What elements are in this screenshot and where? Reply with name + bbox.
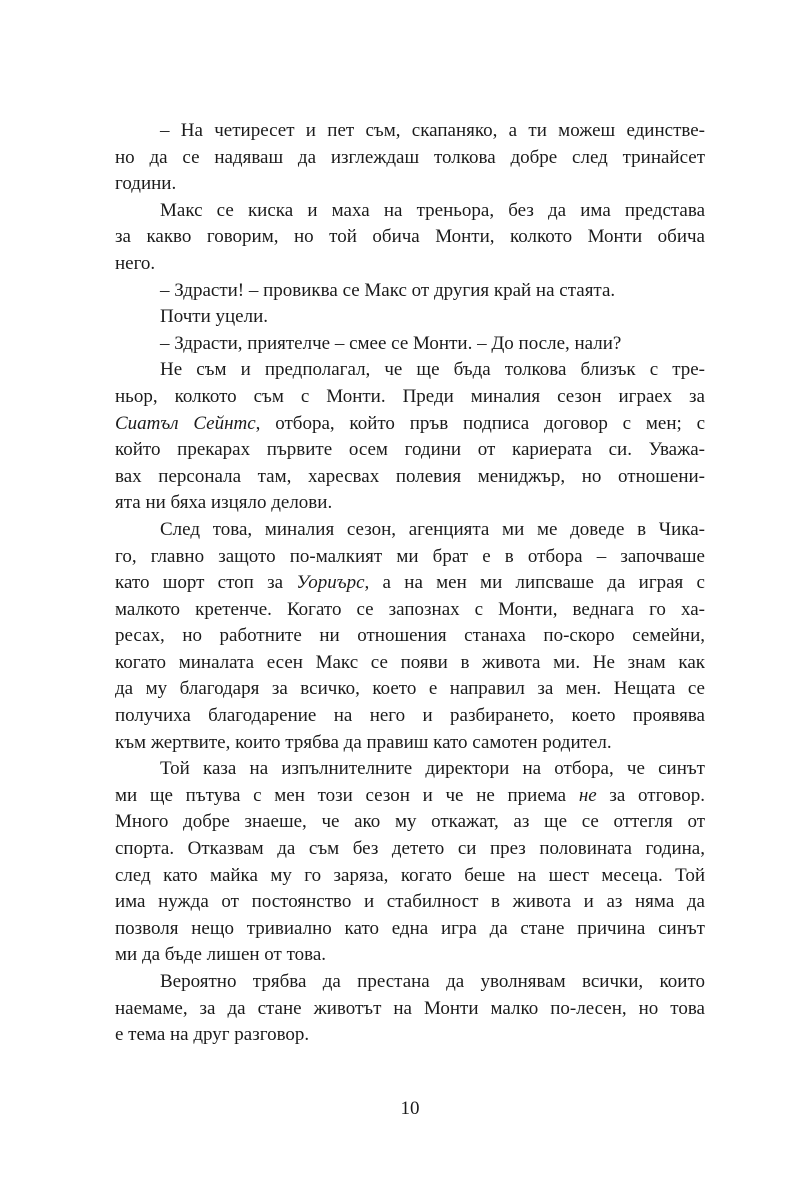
text-run: но да се надяваш да изглеждаш толкова добре след тринайсет (115, 146, 705, 168)
text-run: малкото кретенче. Когато се запознах с Монти, веднага го ха- (115, 598, 705, 620)
italic-text-run: Уориърс (296, 572, 365, 594)
text-line (115, 916, 705, 943)
text-run: Не съм и предполагал, че ще бъда толкова близък с тре- (160, 359, 705, 381)
text-run: когато миналата есен Макс се появи в живота ми. Не знам как (115, 651, 705, 673)
paragraph (115, 198, 705, 278)
text-line (115, 836, 705, 863)
text-line (115, 278, 705, 305)
text-run: – Здрасти, приятелче – смее се Монти. – До после, нали? (160, 332, 622, 354)
paragraph (115, 969, 705, 1049)
text-line (115, 730, 705, 757)
text-run: Той каза на изпълнителните директори на отбора, че синът (160, 758, 705, 780)
text-run: за отговор. (596, 784, 705, 806)
text-line (115, 411, 705, 438)
paragraph (115, 756, 705, 969)
text-line (115, 251, 705, 278)
text-run: като шорт стоп за (115, 572, 297, 594)
text-line (115, 703, 705, 730)
text-block (115, 118, 705, 1049)
text-run: ми да бъде лишен от това. (115, 944, 327, 966)
text-run: спорта. Отказвам да съм без детето си през половината година, (115, 838, 705, 860)
text-run: , отбора, който пръв подписа договор с мен; с (255, 412, 705, 434)
text-line (115, 384, 705, 411)
text-line (115, 942, 705, 969)
text-run: Макс се киска и маха на треньора, без да има представа (160, 199, 705, 221)
text-run: Много добре знаеше, че ако му откажат, аз ще се оттегля от (115, 811, 705, 833)
text-run: него. (115, 252, 156, 274)
text-line (115, 863, 705, 890)
text-run: ньор, колкото съм с Монти. Преди миналия сезон играех за (115, 385, 705, 407)
paragraph (115, 517, 705, 756)
text-line (115, 969, 705, 996)
text-run: ята ни бяха изцяло делови. (115, 492, 333, 514)
text-run: ресах, но работните ни отношения станаха по-скоро семейни, (115, 625, 705, 647)
text-run: – Здрасти! – провиква се Макс от другия край на стаята. (160, 279, 616, 301)
text-run: вах персонала там, харесвах полевия мениджър, но отношени- (115, 465, 705, 487)
italic-text-run: не (578, 784, 597, 806)
text-run: който прекарах първите осем години от кариерата си. Уважа- (115, 439, 705, 461)
paragraph (115, 304, 705, 331)
text-run: наемаме, за да стане животът на Монти малко по-лесен, но това (115, 997, 705, 1019)
text-run: го, главно защото по-малкият ми брат е в отбора – започваше (115, 545, 705, 567)
paragraph (115, 118, 705, 198)
text-line (115, 490, 705, 517)
text-line (115, 756, 705, 783)
italic-text-run: Сиатъл Сейнтс (115, 412, 256, 434)
text-line (115, 570, 705, 597)
text-run: получиха благодарение на него и разбирането, което проявява (115, 705, 705, 727)
text-line (115, 650, 705, 677)
text-run: , а на мен ми липсваше да играя с (364, 572, 705, 594)
text-run: ми ще пътува с мен този сезон и че не приема (115, 784, 579, 806)
text-line (115, 118, 705, 145)
text-line (115, 331, 705, 358)
text-line (115, 437, 705, 464)
text-line (115, 544, 705, 571)
text-line (115, 224, 705, 251)
text-line (115, 809, 705, 836)
text-line (115, 676, 705, 703)
text-line (115, 357, 705, 384)
text-run: След това, миналия сезон, агенцията ми ме доведе в Чика- (160, 518, 705, 540)
text-line (115, 198, 705, 225)
text-line (115, 623, 705, 650)
text-run: има нужда от постоянство и стабилност в живота и аз няма да (115, 891, 705, 913)
text-line (115, 889, 705, 916)
text-run: за какво говорим, но той обича Монти, колкото Монти обича (115, 226, 705, 248)
text-run: години. (115, 173, 177, 195)
page-number: 10 (400, 1098, 420, 1119)
text-run: след като майка му го заряза, когато беше на шест месеца. Той (115, 864, 705, 886)
text-line (115, 783, 705, 810)
text-line (115, 597, 705, 624)
text-run: Почти уцели. (160, 306, 269, 328)
paragraph (115, 278, 705, 305)
text-line (115, 1022, 705, 1049)
text-line (115, 304, 705, 331)
text-run: позволя нещо тривиално като една игра да стане причина синът (115, 917, 705, 939)
text-run: към жертвите, които трябва да правиш като самотен родител. (115, 731, 612, 753)
text-run: – На четиресет и пет съм, скапаняко, а ти можеш единстве- (160, 120, 705, 141)
paragraph (115, 357, 705, 517)
text-run: Вероятно трябва да престана да уволнявам всички, които (160, 971, 705, 992)
text-run: да му благодаря за всичко, което е направил за мен. Нещата се (115, 678, 705, 700)
text-line (115, 171, 705, 198)
text-line (115, 145, 705, 172)
text-line (115, 996, 705, 1023)
text-line (115, 517, 705, 544)
text-run: е тема на друг разговор. (115, 1024, 310, 1046)
paragraph (115, 331, 705, 358)
text-line (115, 464, 705, 491)
